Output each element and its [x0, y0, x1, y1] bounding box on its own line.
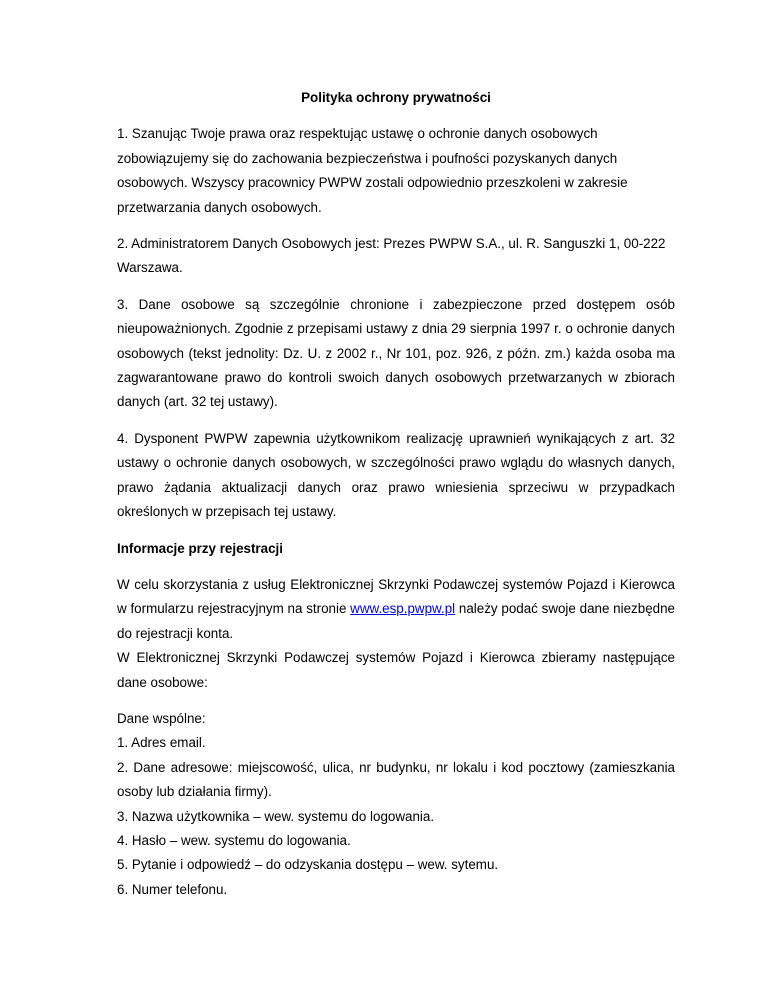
page-title: Polityka ochrony prywatności	[301, 90, 491, 105]
list-item: 1. Adres email.	[117, 735, 206, 751]
paragraph-3: 3. Dane osobowe są szczególnie chronione i zabezpieczone przed dostępem osób nieupoważnionych. Zgodnie z przepisami ustawy z dnia 29 sierpnia 1997 r. o ochronie danych osobowych (tekst jednolity: Dz. U. z 2002 r., Nr 101, poz. 926, z późn. zm.) każda osoba ma zagwarantowane prawo do kontroli swoich danych osobowych przetwarzanych w zbiorach danych (art. 32 tej ustawy).	[117, 296, 675, 410]
registration-intro-after-link: należy podać swoje dane niezbędne do rejestracji konta.	[117, 601, 675, 641]
paragraph-2: 2. Administratorem Danych Osobowych jest: Prezes PWPW S.A., ul. R. Sanguszki 1, 00-222 Warszawa.	[117, 236, 666, 276]
registration-intro-before-link: W celu skorzystania z usług Elektronicznej Skrzynki Podawczej systemów Pojazd i Kierowca w formularzu rejestracyjnym na stronie	[117, 576, 675, 617]
list-item: 2. Dane adresowe: miejscowość, ulica, nr budynku, nr lokalu i kod pocztowy (zamieszkania osoby lub działania firmy).	[117, 759, 675, 800]
common-data-label: Dane wspólne:	[117, 710, 206, 726]
list-item: 3. Nazwa użytkownika – wew. systemu do logowania.	[117, 808, 435, 824]
paragraph-4: 4. Dysponent PWPW zapewnia użytkownikom realizację uprawnień wynikających z art. 32 ustawy o ochronie danych osobowych, w szczególności prawo wglądu do własnych danych, prawo żądania aktualizacji danych oraz prawo wniesienia sprzeciwu w przypadkach określonych w przepisach tej ustawy.	[117, 430, 675, 520]
esp-website-link[interactable]: www.esp.pwpw.pl	[350, 601, 456, 617]
document-page	[117, 86, 675, 902]
registration-collect-text: W Elektronicznej Skrzynki Podawczej systemów Pojazd i Kierowca zbieramy następujące dane osobowe:	[117, 650, 675, 690]
paragraph-1: 1. Szanując Twoje prawa oraz respektując ustawę o ochronie danych osobowych zobowiązujemy się do zachowania bezpieczeństwa i poufności pozyskanych danych osobowych. Wszyscy pracownicy PWPW zostali odpowiednio przeszkoleni w zakresie przetwarzania danych osobowych.	[117, 126, 628, 215]
list-item: 6. Numer telefonu.	[117, 881, 228, 897]
registration-intro	[117, 573, 675, 646]
registration-heading: Informacje przy rejestracji	[117, 540, 283, 556]
list-item: 5. Pytanie i odpowiedź – do odzyskania dostępu – wew. sytemu.	[117, 857, 499, 873]
list-item: 4. Hasło – wew. systemu do logowania.	[117, 832, 351, 848]
